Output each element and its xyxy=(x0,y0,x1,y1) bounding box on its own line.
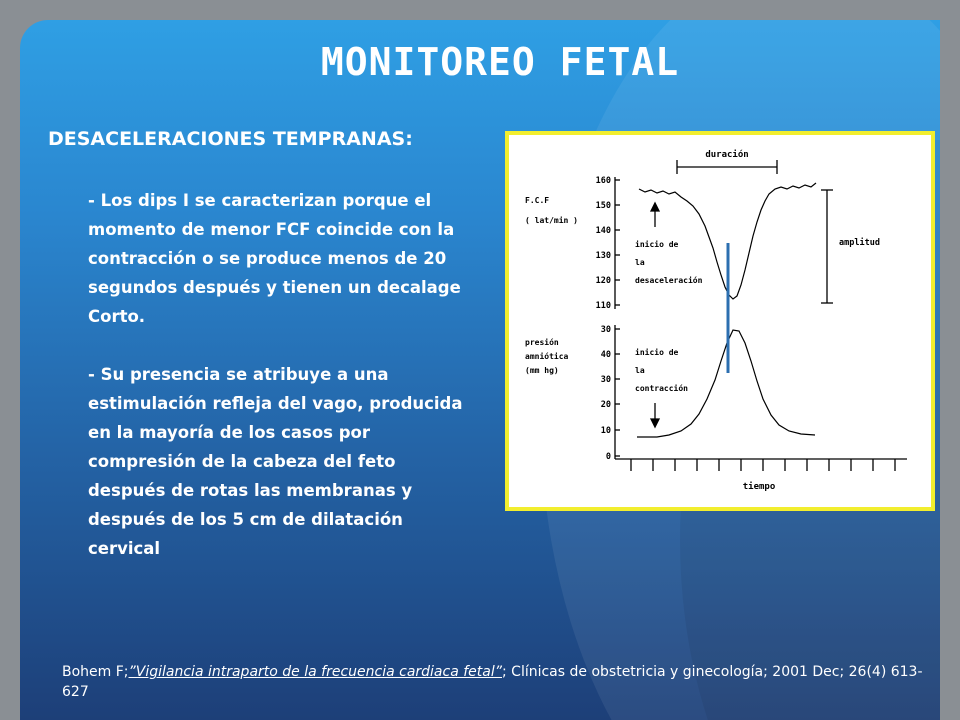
bullet-text-block xyxy=(88,186,508,563)
fcf-tick-label: 120 xyxy=(595,276,611,286)
fcf-tick-label: 140 xyxy=(595,226,611,236)
fcf-tick-label: 110 xyxy=(595,301,611,311)
pressure-axis xyxy=(615,325,620,459)
section-heading: DESACELERACIONES TEMPRANAS: xyxy=(48,128,413,150)
pressure-tick-label: 10 xyxy=(600,426,611,436)
pressure-axis-label: presión xyxy=(525,338,559,347)
early-deceleration-figure xyxy=(505,131,935,511)
fcf-tick-label: 160 xyxy=(595,176,611,186)
fcf-unit-label: ( lat/min ) xyxy=(525,216,578,225)
time-axis xyxy=(615,459,907,471)
citation-author: Bohem F; xyxy=(62,664,129,680)
pressure-tick-label: 30 xyxy=(600,325,611,335)
deceleration-start-arrow xyxy=(651,203,659,227)
contraction-start-label: contracción xyxy=(635,384,688,393)
fcf-tick-label: 150 xyxy=(595,201,611,211)
slide-title: MONITOREO FETAL xyxy=(320,40,680,84)
contraction-start-label: inicio de xyxy=(635,348,679,357)
amplitude-label: amplitud xyxy=(839,238,880,248)
bullet-paragraph-2: - Su presencia se atribuye a una estimulación refleja del vago, producida en la mayoría de los casos por compresión de la cabeza del feto después de rotas las membranas y después de los 5 cm de dilatación cervical xyxy=(88,365,463,558)
time-axis-label: tiempo xyxy=(742,482,776,492)
contraction-start-arrow xyxy=(651,403,659,427)
duration-label: duración xyxy=(705,150,749,160)
pressure-axis-label: (mm hg) xyxy=(525,366,559,375)
duration-bracket xyxy=(677,160,777,174)
deceleration-start-label: la xyxy=(635,258,645,267)
bullet-paragraph-1: - Los dips I se caracterizan porque el momento de menor FCF coincide con la contracción o se produce menos de 20 segundos después y tienen un decalage Corto. xyxy=(88,191,461,326)
citation xyxy=(62,662,942,702)
fcf-axis-label: F.C.F xyxy=(525,196,550,205)
contraction-start-label: la xyxy=(635,366,645,375)
pressure-tick-label: 40 xyxy=(600,350,611,360)
deceleration-start-label: desaceleración xyxy=(635,276,703,285)
pressure-tick-label: 0 xyxy=(605,452,611,462)
pressure-tick-label: 20 xyxy=(600,400,611,410)
fcf-axis xyxy=(615,177,620,309)
amplitude-bracket xyxy=(821,190,833,303)
fcf-tick-label: 130 xyxy=(595,251,611,261)
pressure-axis-label: amniótica xyxy=(525,352,569,361)
citation-source: ; Clínicas de obstetricia y ginecología; 2001 Dec; 26(4) 613-627 xyxy=(62,664,923,700)
citation-title[interactable]: ”Vigilancia intraparto de la frecuencia cardiaca fetal” xyxy=(128,664,502,680)
deceleration-start-label: inicio de xyxy=(635,240,679,249)
pressure-tick-label: 30 xyxy=(600,375,611,385)
